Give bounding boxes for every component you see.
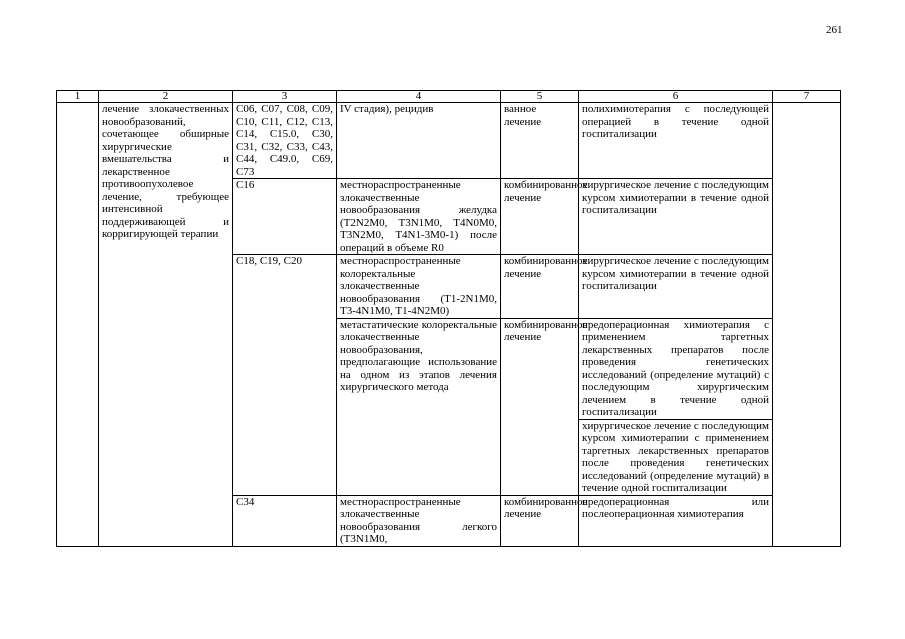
method-cell: хирургическое лечение с последующим курсом химиотерапии в течение одной госпитализации: [579, 179, 773, 255]
diagnosis-cell: метастатические колоректальные злокачественные новообразования, предполагающие использование на одном из этапов лечения хирургического метода: [337, 318, 501, 495]
treatment-type-fragment: ванное лечение: [504, 103, 542, 128]
icd-codes-cell: C06, C07, C08, C09, C10, C11, C12, C13, C14, C15.0, C30, C31, C32, C33, C43, C44, C49.0, C69, C73: [233, 103, 337, 179]
icd-codes-cell: C18, C19, C20: [233, 255, 337, 496]
method-cell: предоперационная химиотерапия с применением таргетных лекарственных препаратов после проведения генетических исследований (определение мутаций) с последующим хирургическим лечением в течение одной госпитализации: [579, 318, 773, 419]
diagnosis-cell: местнораспространенные злокачественные новообразования желудка (T2N2M0, T3N1M0, T4N0M0, T3N2M0, T4N1-3M0-1) после операций в объеме R0: [337, 179, 501, 255]
column-number: 2: [99, 91, 233, 103]
service-name-cell: лечение злокачественных новообразований, сочетающее обширные хирургические вмешательства и лекарственное противоопухолевое лечение, требующее интенсивной поддерживающей и корригирующей терапии: [99, 103, 233, 547]
icd-codes-cell: C34: [233, 495, 337, 546]
treatment-type-cell: комбинированное лечение: [501, 179, 579, 255]
method-cell: хирургическое лечение с последующим курсом химиотерапии с применением таргетных лекарственных препаратов после проведения генетических исследований (определение мутаций) в течение одной госпитализации: [579, 419, 773, 495]
column-number: 3: [233, 91, 337, 103]
method-cell: предоперационная или послеоперационная химиотерапия: [579, 495, 773, 546]
column-number: 5: [501, 91, 579, 103]
cost-cell: [773, 103, 841, 547]
column-number-row: [57, 91, 841, 103]
group-number-cell: [57, 103, 99, 547]
page-number: 261: [826, 24, 843, 36]
services-table: [56, 90, 841, 547]
treatment-type-cell: комбинированное лечение: [501, 255, 579, 319]
column-number: 7: [773, 91, 841, 103]
diagnosis-cell: местнораспространенные злокачественные новообразования легкого (T3N1M0,: [337, 495, 501, 546]
diagnosis-cell: IV стадия), рецидив: [337, 103, 501, 179]
treatment-type-cell: [501, 103, 579, 179]
column-number: 4: [337, 91, 501, 103]
treatment-type-cell: комбинированное лечение: [501, 318, 579, 495]
table-row: [57, 103, 841, 179]
icd-codes-cell: C16: [233, 179, 337, 255]
method-cell: хирургическое лечение с последующим курсом химиотерапии в течение одной госпитализации: [579, 255, 773, 319]
method-cell: полихимиотерапия с последующей операцией в течение одной госпитализации: [579, 103, 773, 179]
column-number: 1: [57, 91, 99, 103]
treatment-type-cell: комбинированное лечение: [501, 495, 579, 546]
diagnosis-cell: местнораспространенные колоректальные злокачественные новообразования (T1-2N1M0, T3-4N1M0, T1-4N2M0): [337, 255, 501, 319]
column-number: 6: [579, 91, 773, 103]
